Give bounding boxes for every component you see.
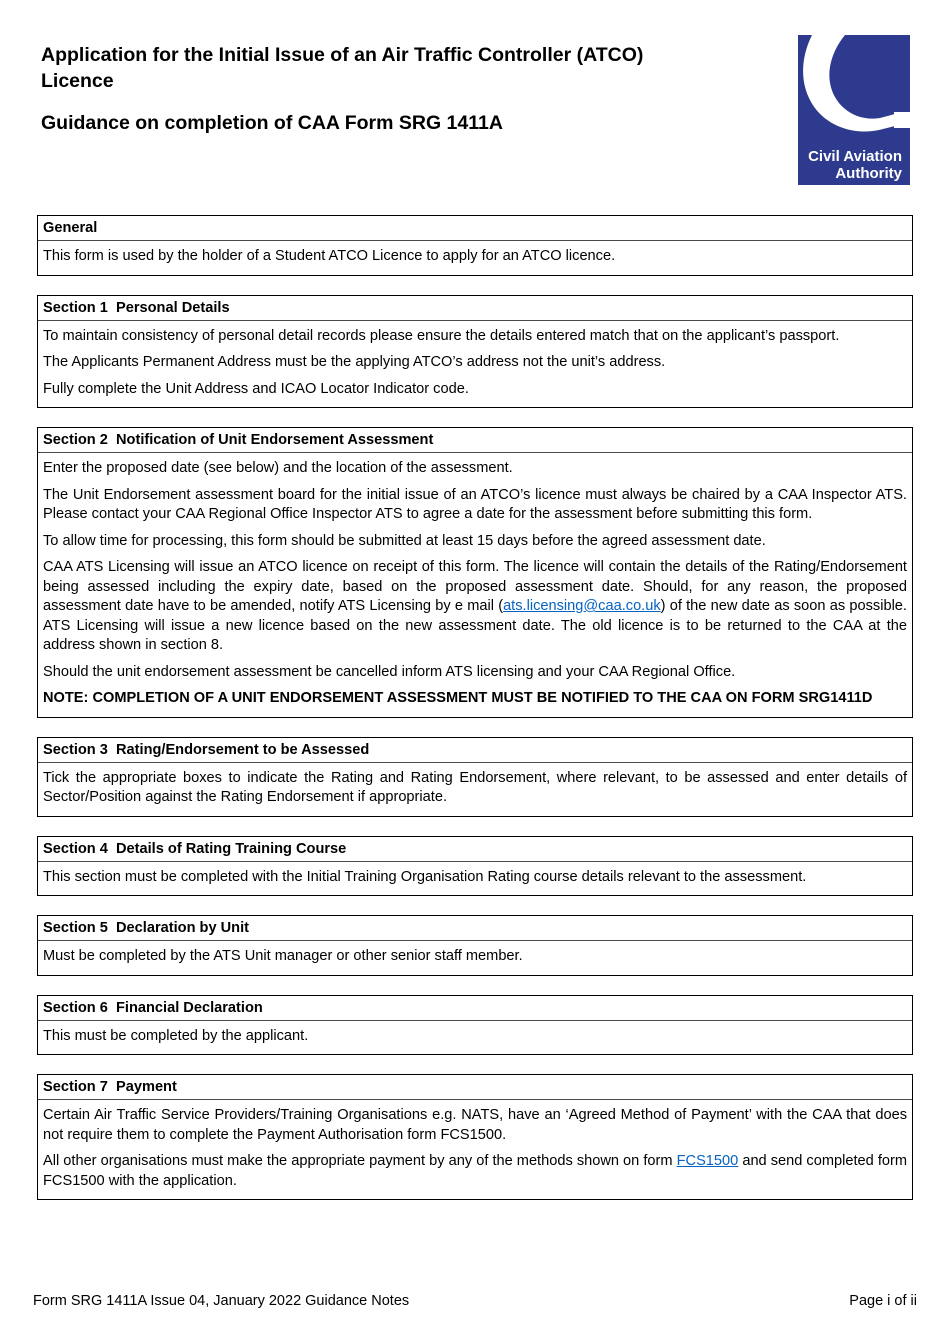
paragraph xyxy=(43,1027,907,1047)
page-title-line-1: Application for the Initial Issue of an Air Traffic Controller (ATCO) xyxy=(41,44,644,66)
section-6 xyxy=(37,995,913,1056)
email-link[interactable]: ats.licensing@caa.co.uk xyxy=(503,598,661,614)
section-label: Section 2 xyxy=(43,432,108,448)
section-2 xyxy=(37,427,913,718)
text-segment: ) of the new date as soon as possible. ATS Licensing will issue a new licence based on the new assessment date. The old licence is to be returned to the CAA at the address shown in section 8. xyxy=(43,598,907,653)
section-body xyxy=(38,241,912,275)
text-segment: Fully complete the Unit Address and ICAO Locator Indicator code. xyxy=(43,380,469,397)
paragraph xyxy=(43,663,907,683)
section-title: Personal Details xyxy=(116,299,230,316)
section-body xyxy=(38,763,912,816)
section-5 xyxy=(37,915,913,976)
text-segment: Certain Air Traffic Service Providers/Training Organisations e.g. NATS, have an ‘Agreed Method of Payment’ with the CAA that does not require them to complete the Payment Authorisation form FCS1500. xyxy=(43,1107,907,1143)
sections-container xyxy=(37,215,913,1219)
section-header xyxy=(38,738,912,763)
masthead xyxy=(41,42,771,136)
section-title: Financial Declaration xyxy=(116,999,263,1016)
paragraph xyxy=(43,486,907,525)
section-title: Payment xyxy=(116,1079,177,1095)
text-segment: Must be completed by the ATS Unit manager or other senior staff member. xyxy=(43,948,523,964)
text-segment: and send completed form FCS1500 with the application. xyxy=(43,1153,908,1189)
section-body xyxy=(38,1021,912,1055)
logo-text-line2: Authority xyxy=(835,165,902,182)
page-subtitle: Guidance on completion of CAA Form SRG 1411A xyxy=(41,112,503,134)
paragraph xyxy=(43,868,907,888)
text-segment: The Unit Endorsement assessment board for the initial issue of an ATCO’s licence must always be chaired by a CAA Inspector ATS. Please contact your CAA Regional Office Inspector ATS to agree a date for the assessment before submitting this form. xyxy=(43,486,907,522)
section-label: General xyxy=(43,220,98,236)
text-segment: This must be completed by the applicant. xyxy=(43,1027,309,1044)
paragraph xyxy=(43,247,907,267)
section-body xyxy=(38,1100,912,1199)
footer-form-reference: Form SRG 1411A Issue 04, January 2022 Guidance Notes xyxy=(33,1293,410,1309)
caa-logo-icon xyxy=(798,35,910,185)
section-body xyxy=(38,941,912,975)
paragraph xyxy=(43,1152,907,1191)
section-body xyxy=(38,321,912,408)
section-label: Section 7 xyxy=(43,1079,108,1095)
paragraph xyxy=(43,459,907,479)
section-header xyxy=(38,428,912,453)
paragraph xyxy=(43,327,907,347)
section-title: Details of Rating Training Course xyxy=(116,840,347,857)
paragraph xyxy=(43,689,907,709)
paragraph xyxy=(43,1106,907,1145)
section-general xyxy=(37,215,913,276)
text-segment: To maintain consistency of personal detail records please ensure the details entered match that on the applicant’s passport. xyxy=(43,327,840,344)
paragraph xyxy=(43,769,907,808)
section-header xyxy=(38,837,912,862)
section-header xyxy=(38,1075,912,1100)
section-label: Section 3 xyxy=(43,741,108,758)
section-7 xyxy=(37,1074,913,1200)
section-body xyxy=(38,862,912,896)
footer-page-number: Page i of ii xyxy=(849,1293,917,1309)
text-segment: Should the unit endorsement assessment be cancelled inform ATS licensing and your CAA Regional Office. xyxy=(43,663,736,680)
section-header xyxy=(38,216,912,241)
text-segment: All other organisations must make the appropriate payment by any of the methods shown on form xyxy=(43,1153,677,1169)
text-segment: NOTE: COMPLETION OF A UNIT ENDORSEMENT ASSESSMENT MUST BE NOTIFIED TO THE CAA ON FORM SRG1411D xyxy=(43,690,873,706)
text-segment: To allow time for processing, this form should be submitted at least 15 days before the agreed assessment date. xyxy=(43,532,766,549)
paragraph xyxy=(43,380,907,400)
section-1 xyxy=(37,295,913,409)
text-segment: Enter the proposed date (see below) and the location of the assessment. xyxy=(43,460,513,476)
fcs1500-link[interactable]: FCS1500 xyxy=(676,1153,739,1169)
text-segment: CAA ATS Licensing will issue an ATCO licence on receipt of this form. The licence will contain the details of the Rating/Endorsement being assessed including the expiry date, based on the proposed assessment date. Should, for any reason, the proposed assessment date have to be amended, notify ATS Licensing by e mail ( xyxy=(43,559,907,614)
paragraph xyxy=(43,532,907,552)
section-header xyxy=(38,296,912,321)
section-label: Section 6 xyxy=(43,999,108,1016)
section-label: Section 1 xyxy=(43,299,108,316)
text-segment: The Applicants Permanent Address must be the applying ATCO’s address not the unit’s address. xyxy=(43,354,666,370)
section-label: Section 5 xyxy=(43,920,108,936)
paragraph xyxy=(43,558,907,656)
paragraph xyxy=(43,947,907,967)
logo-text-line1: Civil Aviation xyxy=(808,148,902,165)
text-segment: This form is used by the holder of a Student ATCO Licence to apply for an ATCO licence. xyxy=(43,248,616,264)
paragraph xyxy=(43,353,907,373)
section-3 xyxy=(37,737,913,817)
text-segment: Tick the appropriate boxes to indicate the Rating and Rating Endorsement, where relevant, to be assessed and enter details of Sector/Position against the Rating Endorsement if appropriate. xyxy=(43,769,907,805)
text-segment: This section must be completed with the Initial Training Organisation Rating course details relevant to the assessment. xyxy=(43,868,807,885)
section-header xyxy=(38,916,912,941)
section-title: Notification of Unit Endorsement Assessment xyxy=(116,432,434,448)
section-4 xyxy=(37,836,913,897)
section-body xyxy=(38,453,912,717)
section-title: Declaration by Unit xyxy=(116,920,249,936)
section-title: Rating/Endorsement to be Assessed xyxy=(116,741,370,758)
page-title-line-2: Licence xyxy=(41,70,114,92)
section-label: Section 4 xyxy=(43,840,108,857)
caa-logo xyxy=(798,35,910,185)
page-footer xyxy=(33,1293,917,1309)
section-header xyxy=(38,996,912,1021)
